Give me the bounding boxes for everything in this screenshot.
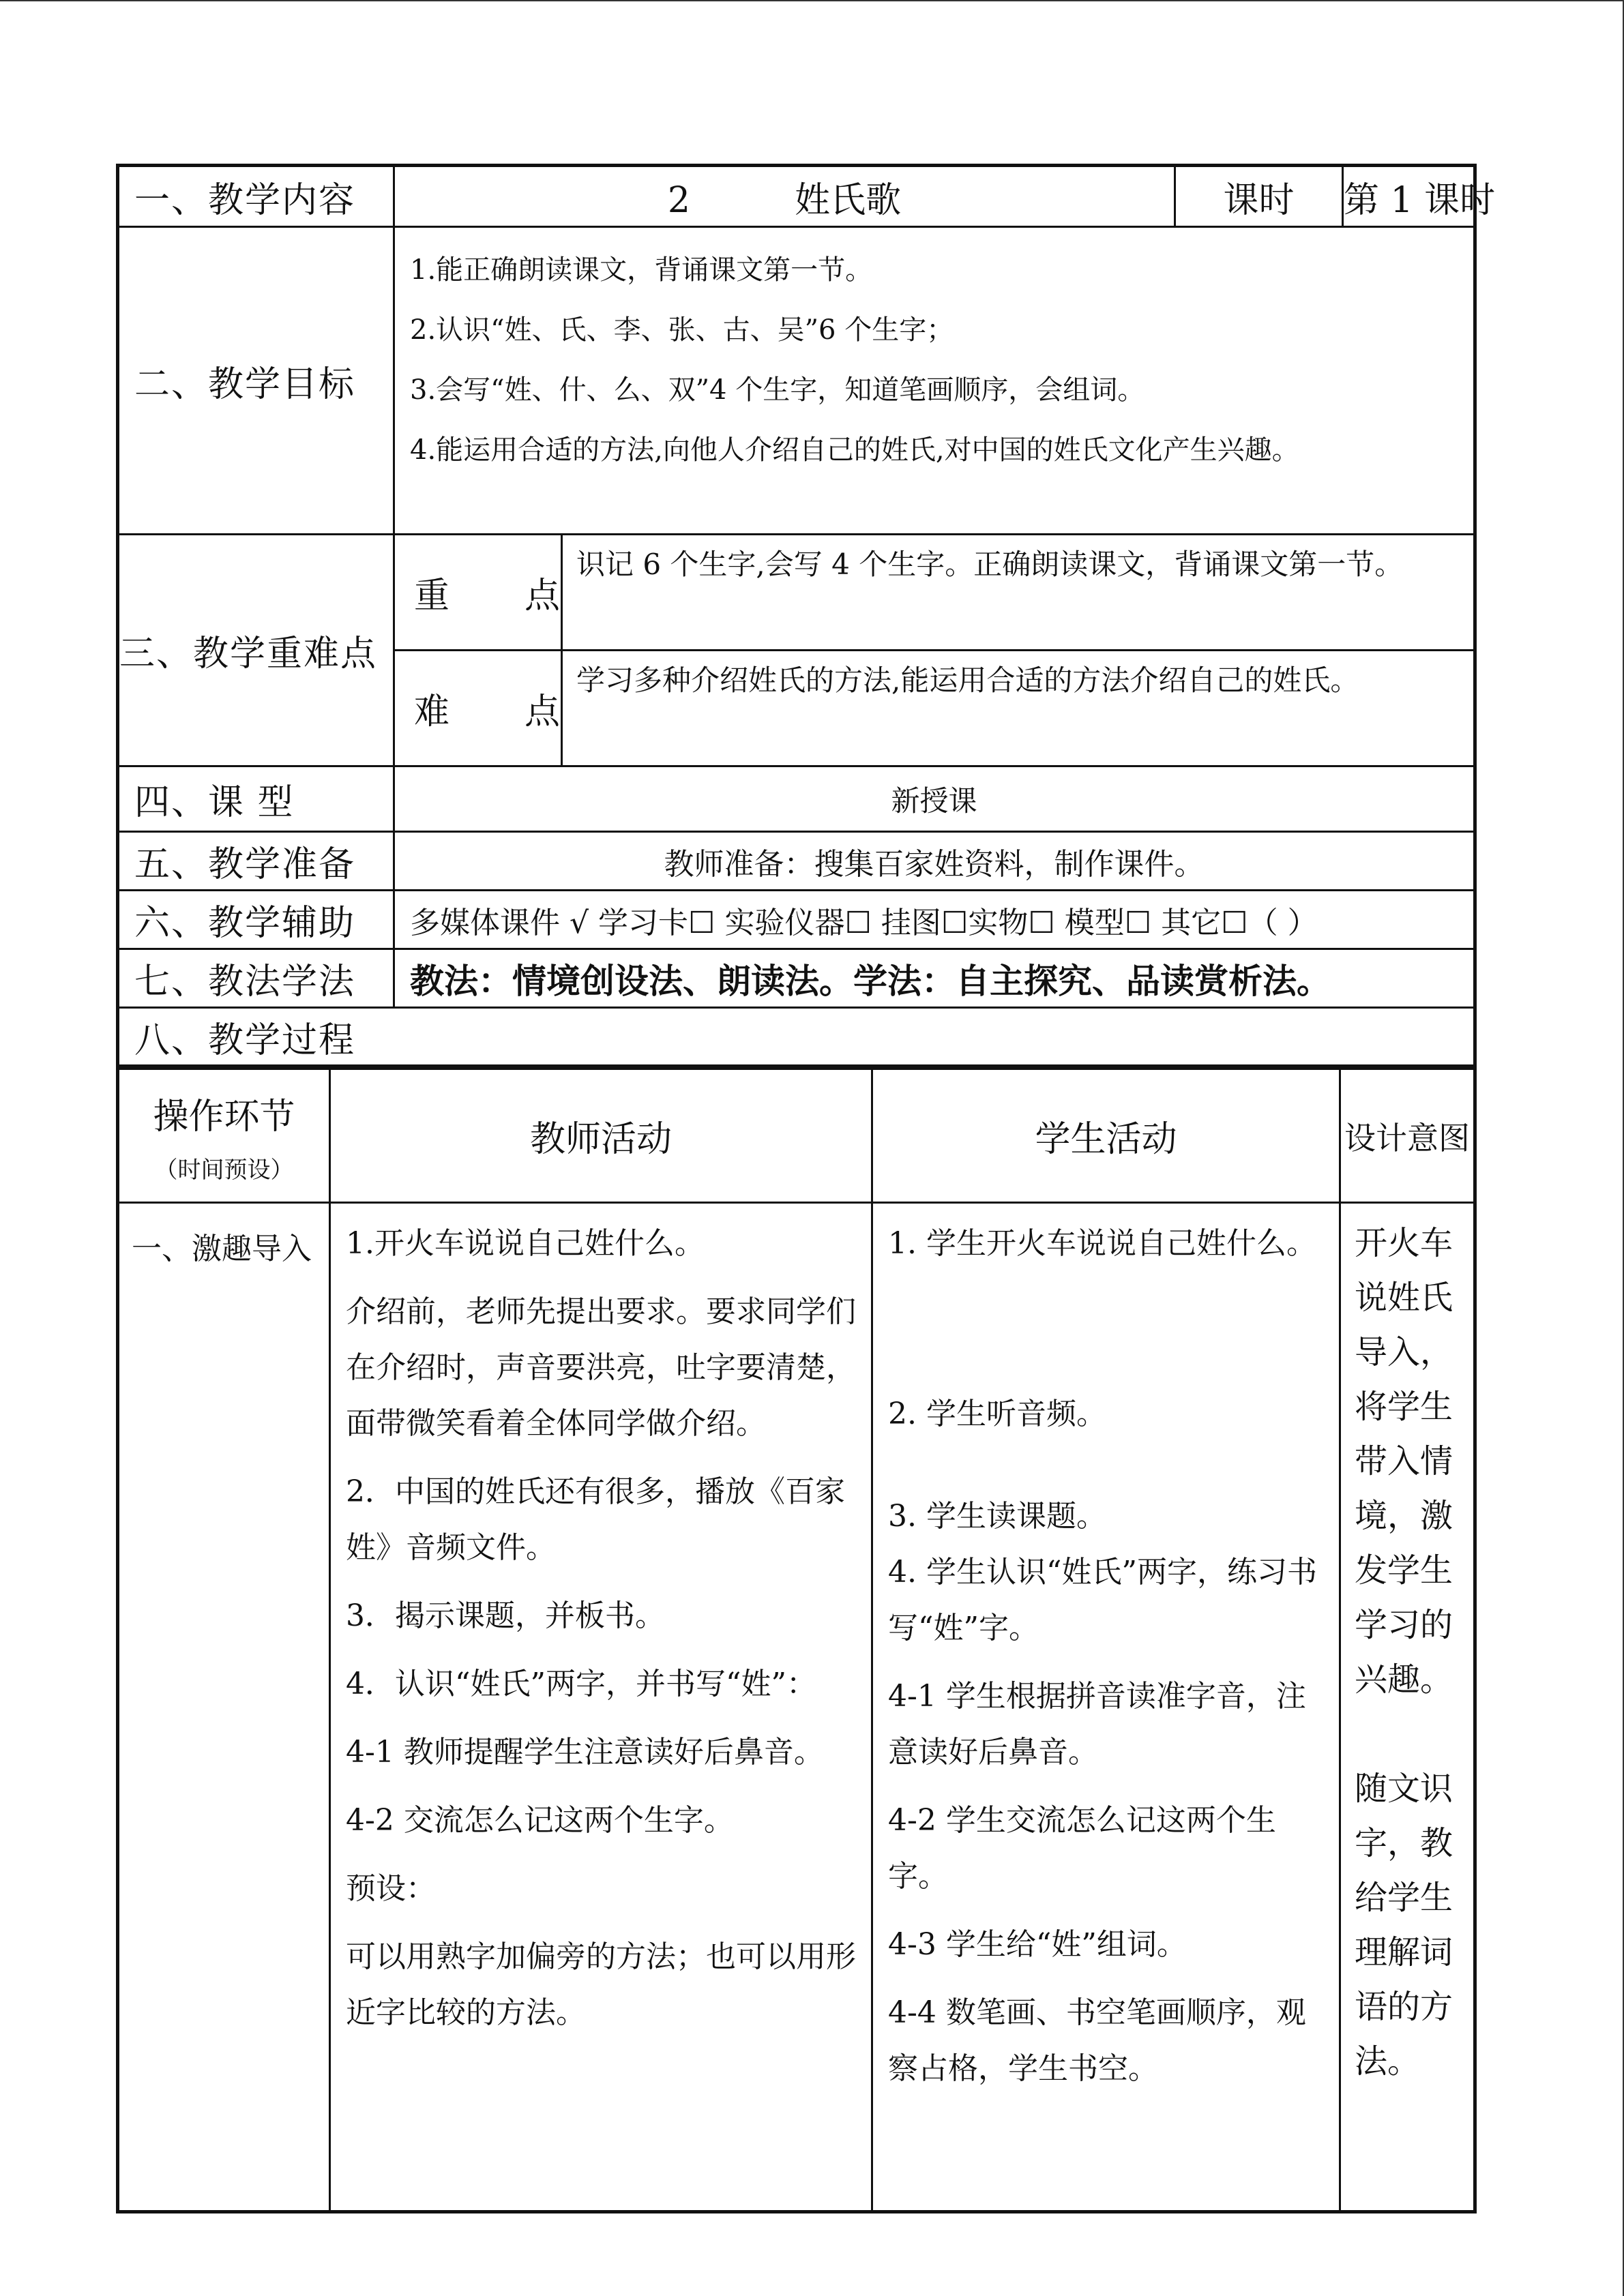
student-step: 3. 学生读课题。	[888, 1499, 1106, 1534]
focus-row	[118, 535, 1475, 651]
difficulty-label	[394, 651, 562, 766]
student-header	[872, 1069, 1340, 1203]
lesson-type-value: 新授课	[394, 766, 1475, 832]
difficulty-text: 学习多种介绍姓氏的方法,能运用合适的方法介绍自己的姓氏。	[562, 651, 1475, 766]
difficulty-label-a: 难	[414, 691, 450, 732]
methods-row	[118, 949, 1475, 1008]
process-header-row	[118, 1069, 1475, 1203]
intent-note: 开火车说姓氏导入，将学生带入情境，激发学生学习的兴趣。	[1355, 1224, 1453, 1699]
stage-header-sub: （时间预设）	[154, 1156, 294, 1184]
aids-row	[118, 891, 1475, 949]
lesson-number: 2	[667, 179, 691, 221]
focus-label-b: 点	[525, 576, 561, 616]
lesson-type-row	[118, 766, 1475, 832]
teacher-step: 介绍前，老师先提出要求。要求同学们在介绍时，声音要洪亮，吐字要清楚，面带微笑看着全体同学做介绍。	[346, 1294, 856, 1441]
student-header-text: 学生活动	[1035, 1119, 1177, 1160]
process-row	[118, 1203, 1475, 2212]
objective-item: 3.会写“姓、什、么、双”4 个生字，知道笔画顺序，会组词。	[410, 374, 1145, 406]
objectives-list	[394, 227, 1475, 535]
methods-label: 七、教法学法	[118, 949, 394, 1008]
intent-cell	[1340, 1203, 1475, 2212]
content-row	[118, 166, 1475, 227]
preparation-value: 教师准备：搜集百家姓资料，制作课件。	[394, 832, 1475, 891]
student-step: 4-1 学生根据拼音读准字音，注意读好后鼻音。	[888, 1679, 1306, 1770]
process-label: 八、教学过程	[118, 1008, 1475, 1067]
teacher-header	[330, 1069, 872, 1203]
aids-label: 六、教学辅助	[118, 891, 394, 949]
lesson-plan-table	[116, 164, 1496, 1068]
teacher-header-text: 教师活动	[529, 1119, 672, 1160]
teacher-step: 4-2 交流怎么记这两个生字。	[346, 1803, 734, 1838]
period-value: 第 1 课时	[1343, 166, 1475, 227]
teacher-step: 可以用熟字加偏旁的方法；也可以用形近字比较的方法。	[346, 1939, 856, 2030]
objective-item: 2.认识“姓、氏、李、张、古、吴”6 个生字；	[410, 314, 954, 346]
lesson-title-cell	[394, 166, 1175, 227]
process-table	[116, 1068, 1477, 2213]
intent-note: 随文识字，教给学生理解词语的方法。	[1355, 1770, 1453, 2081]
student-step: 4-3 学生给“姓”组词。	[888, 1927, 1187, 1962]
teacher-step: 4．认识“姓氏”两字，并书写“姓”：	[346, 1667, 816, 1701]
period-label: 课时	[1175, 166, 1343, 227]
teacher-step: 2．中国的姓氏还有很多，播放《百家姓》音频文件。	[346, 1474, 845, 1565]
stage-header	[118, 1069, 330, 1203]
focus-label	[394, 535, 562, 651]
objectives-row	[118, 227, 1475, 535]
lesson-type-label: 四、课 型	[118, 766, 394, 832]
content-label: 一、教学内容	[118, 166, 394, 227]
stage-header-title: 操作环节	[153, 1096, 295, 1137]
methods-value: 教法：情境创设法、朗读法。学法：自主探究、品读赏析法。	[394, 949, 1475, 1008]
student-step: 4. 学生认识“姓氏”两字，练习书写“姓”字。	[888, 1555, 1317, 1645]
lesson-plan-sheet	[116, 164, 1496, 2213]
difficulty-label-b: 点	[525, 691, 561, 732]
aids-value: 多媒体课件 √ 学习卡☐ 实验仪器☐ 挂图☐实物☐ 模型☐ 其它☐（ ）	[394, 891, 1475, 949]
keypoints-label: 三、教学重难点	[118, 535, 394, 766]
intent-header	[1340, 1069, 1475, 1203]
teacher-step: 4-1 教师提醒学生注意读好后鼻音。	[346, 1735, 824, 1770]
preparation-row	[118, 832, 1475, 891]
objectives-label: 二、教学目标	[118, 227, 394, 535]
objective-item: 1.能正确朗读课文，背诵课文第一节。	[410, 254, 873, 286]
student-step: 2. 学生听音频。	[888, 1397, 1106, 1431]
student-step: 1. 学生开火车说说自己姓什么。	[888, 1226, 1316, 1261]
stage-cell: 一、激趣导入	[118, 1203, 330, 2212]
focus-text: 识记 6 个生字,会写 4 个生字。正确朗读课文，背诵课文第一节。	[562, 535, 1475, 651]
student-step: 4-2 学生交流怎么记这两个生字。	[888, 1803, 1276, 1894]
teacher-step: 3．揭示课题，并板书。	[346, 1598, 665, 1633]
process-title-row	[118, 1008, 1475, 1067]
lesson-title: 姓氏歌	[795, 179, 902, 221]
student-step: 4-4 数笔画、书空笔画顺序，观察占格，学生书空。	[888, 1995, 1306, 2086]
intent-header-text: 设计意图	[1344, 1119, 1470, 1157]
student-activity	[872, 1203, 1340, 2212]
teacher-activity	[330, 1203, 872, 2212]
objective-item: 4.能运用合适的方法,向他人介绍自己的姓氏,对中国的姓氏文化产生兴趣。	[410, 434, 1299, 466]
preparation-label: 五、教学准备	[118, 832, 394, 891]
teacher-step: 1.开火车说说自己姓什么。	[346, 1226, 705, 1261]
teacher-step: 预设：	[346, 1871, 436, 1906]
focus-label-a: 重	[414, 576, 450, 616]
